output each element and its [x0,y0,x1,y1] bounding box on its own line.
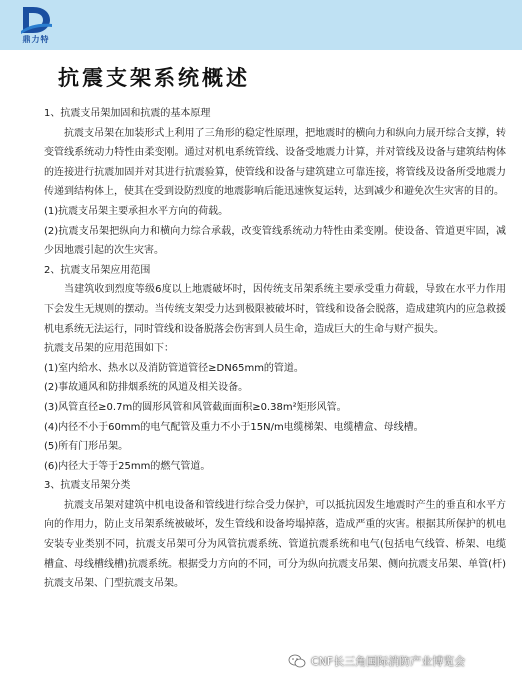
paragraph: 抗震支吊架在加装形式上利用了三角形的稳定性原理，把地震时的横向力和纵向力展开综合支撑，转变管线系统动力特性由柔变刚。通过对机电系统管线、设备受地震力计算，并对管线及设备与建筑结构体的连接进行抗震加固并对其进行抗震验算，使管线和设备与建筑建立可靠连接，将管线及设备所受地震力传递到结构体上，使其在受到设防烈度的地震影响后能迅速恢复运转，达到减少和避免次生灾害的目的。 [44,127,506,198]
list-item: (6)内径大于等于25mm的燃气管道。 [44,460,211,472]
document-body [44,104,506,594]
watermark-text: CNF长三角国际消防产业博览会 [311,655,466,668]
list-item: (3)风管直径≥0.7m的圆形风管和风管截面面积≥0.38m²矩形风管。 [44,401,347,413]
list-intro: 抗震支吊架的应用范围如下： [44,343,174,355]
page-title: 抗震支架系统概述 [58,66,250,90]
paragraph: 抗震支吊架对建筑中机电设备和管线进行综合受力保护，可以抵抗因发生地震时产生的垂直和水平方向的作用力，防止支吊架系统被破坏，发生管线和设备垮塌掉落，造成严重的灾害。根据其所保护的机电安装专业类别不同，抗震支吊架可分为风管抗震系统、管道抗震系统和电气(包括电气线管、桥架、电缆槽盒、母线槽线槽)抗震系统。根据受力方向的不同，可分为纵向抗震支吊架、侧向抗震支吊架、单管(杆)抗震支吊架、门型抗震支吊架。 [44,499,506,590]
section-heading-1: 1、抗震支吊架加固和抗震的基本原理 [44,108,211,119]
list-item: (2)事故通风和防排烟系统的风道及相关设备。 [44,382,249,394]
wechat-icon [288,654,306,668]
logo-text: 鼎力特 [22,35,50,44]
list-item: (2)抗震支吊架把纵向力和横向力综合承载，改变管线系统动力特性由柔变刚。使设备、管道更牢固，减少因地震引起的次生灾害。 [44,225,506,257]
list-item: (1)室内给水、热水以及消防管道管径≥DN65mm的管道。 [44,362,304,374]
list-item: (1)抗震支吊架主要承担水平方向的荷载。 [44,205,229,217]
list-item: (5)所有门形吊架。 [44,441,129,453]
section-heading-2: 2、抗震支吊架应用范围 [44,264,151,276]
header-band [0,0,522,50]
list-item: (4)内径不小于60mm的电气配管及重力不小于15N/m电缆梯架、电缆槽盒、母线槽。 [44,421,424,433]
section-heading-3: 3、抗震支吊架分类 [44,480,131,492]
brand-logo-icon [19,4,53,36]
watermark [288,652,465,670]
brand-logo [16,4,56,50]
paragraph: 当建筑收到烈度等级6度以上地震破坏时，因传统支吊架系统主要承受重力荷载，导致在水平力作用下会发生无规则的摆动。当传统支架受力达到极限被破坏时，管线和设备会脱落，造成建筑内的应急救援机电系统无法运行，同时管线和设备脱落会伤害到人员生命，造成巨大的生命与财产损失。 [44,284,506,335]
